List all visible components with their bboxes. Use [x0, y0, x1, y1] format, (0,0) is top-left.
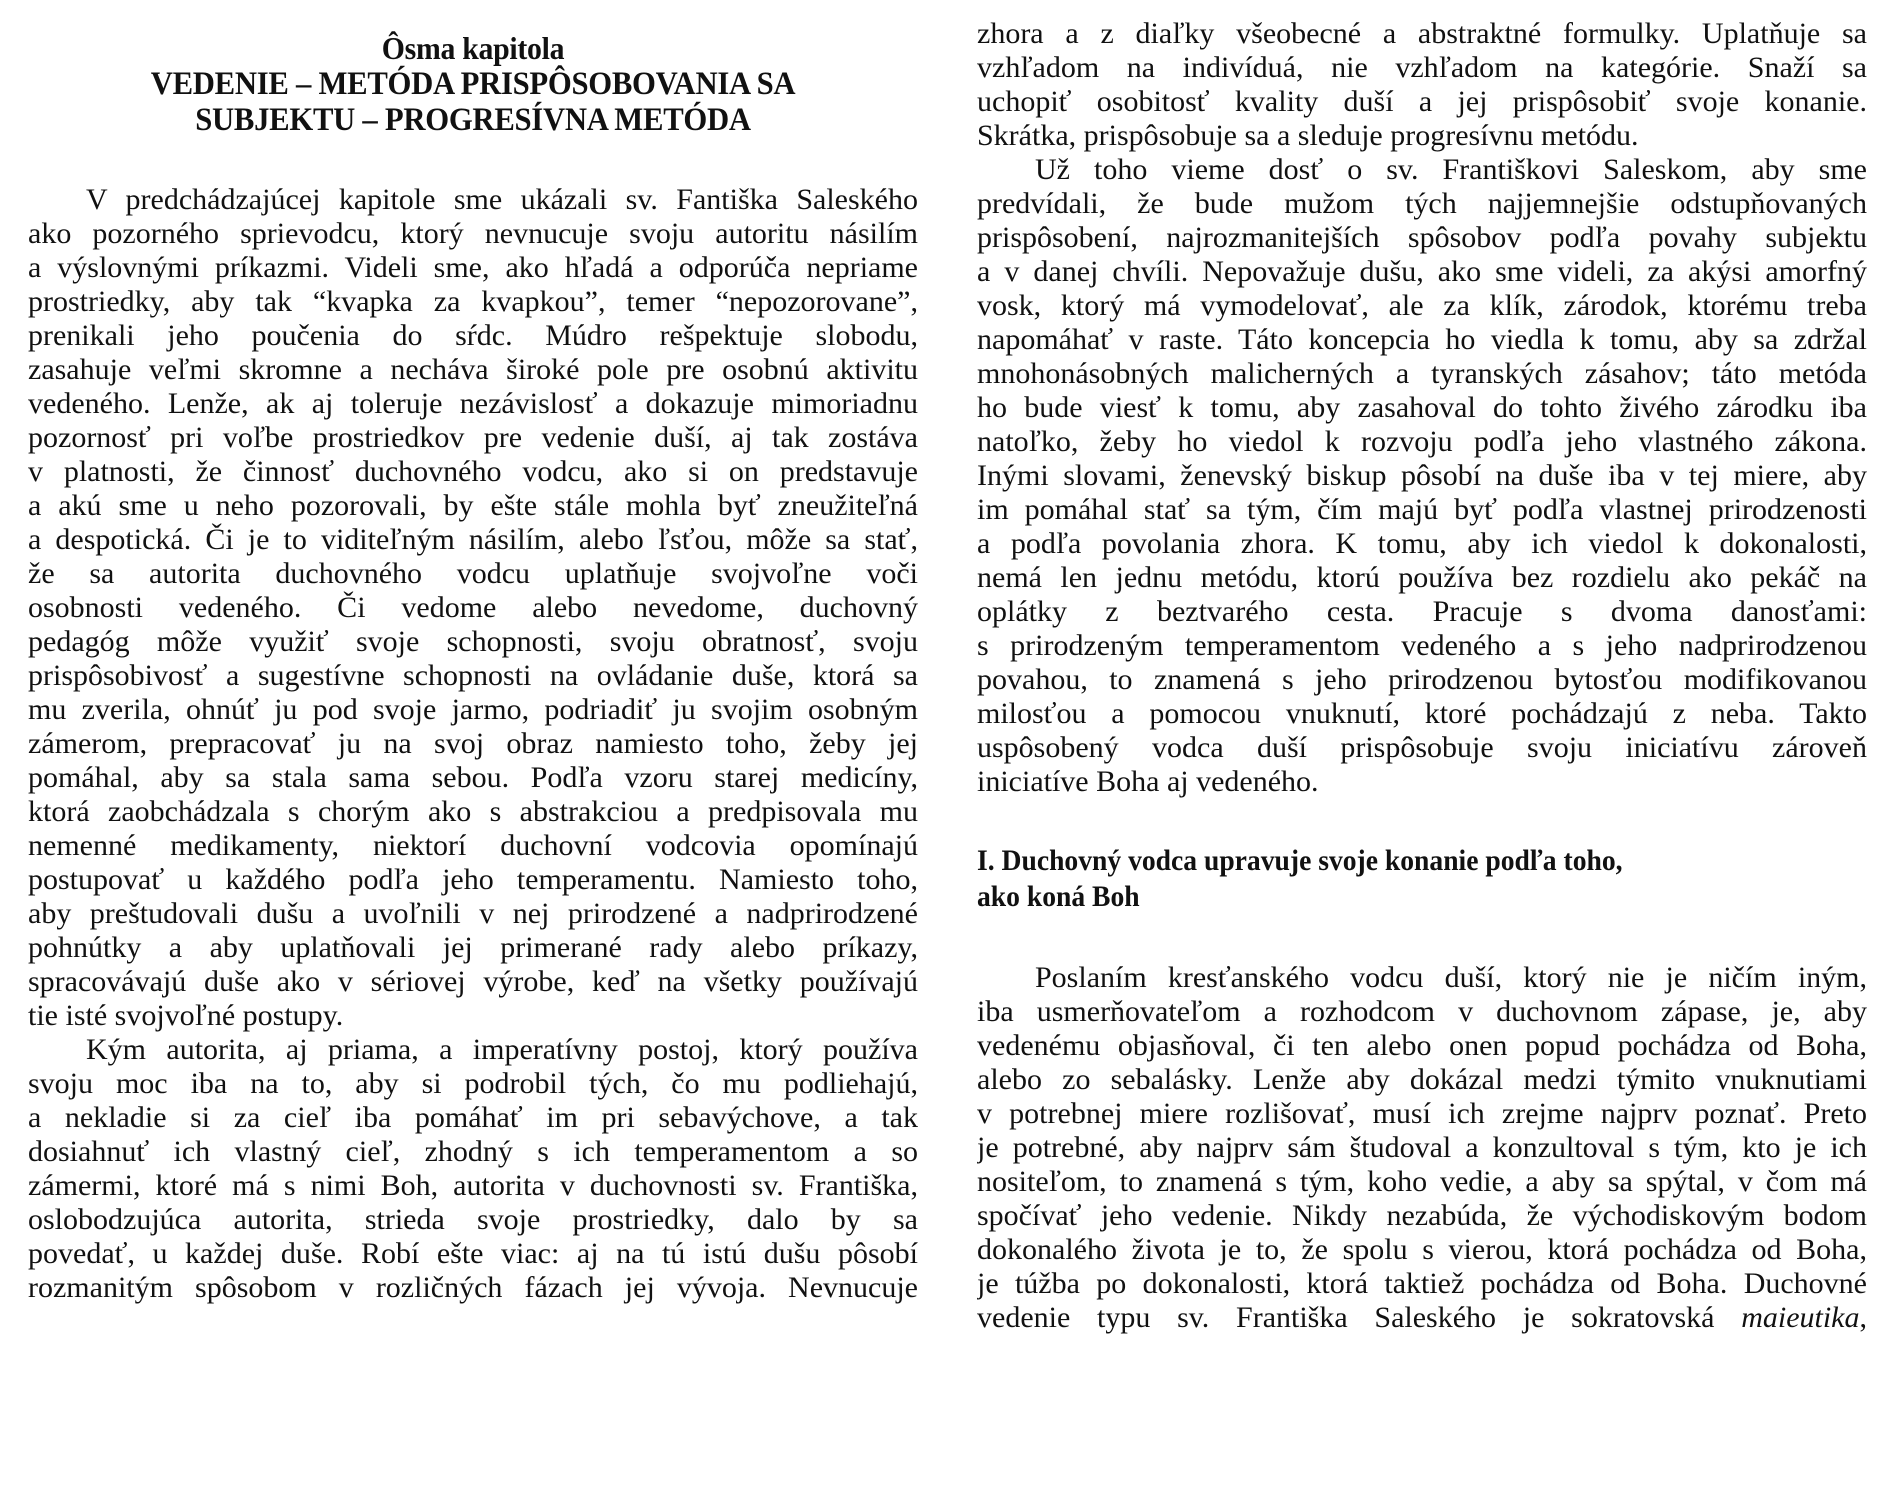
section-heading — [977, 843, 1796, 915]
text-line — [977, 1301, 1867, 1335]
text-line: ako pozorného sprievodcu, ktorý nevnucuje svoju autoritu násilím — [28, 217, 918, 250]
text-line: Skrátka, prispôsobuje sa a sleduje progresívnu metódu. — [977, 119, 1639, 152]
text-line: oplátky z beztvarého cesta. Pracuje s dvoma danosťami: — [977, 595, 1867, 628]
text-line: Kým autorita, aj priama, a imperatívny postoj, ktorý používa — [86, 1033, 918, 1066]
text-line: a v danej chvíli. Nepovažuje dušu, ako sme videli, za akýsi amorfný — [977, 255, 1867, 288]
text-line: povahou, to znamená s jeho prirodzenou bytosťou modifikovanou — [977, 663, 1867, 696]
text-line: Poslaním kresťanského vodcu duší, ktorý nie je ničím iným, — [1035, 961, 1867, 994]
text-line: alebo zo sebalásky. Lenže aby dokázal medzi týmito vnuknutiami — [977, 1063, 1867, 1096]
text-line: ktorá zaobchádzala s chorým ako s abstrakciou a predpisovala mu — [28, 795, 918, 828]
text-line: v platnosti, že činnosť duchovného vodcu, ako si on predstavuje — [28, 455, 918, 488]
chapter-title-line-2: SUBJEKTU – PROGRESÍVNA METÓDA — [195, 102, 751, 138]
text-line: ho bude viesť k tomu, aby zasahoval do tohto živého zárodku iba — [977, 391, 1867, 424]
text-line: predvídali, že bude mužom tých najjemnejšie odstupňovaných — [977, 187, 1867, 220]
text-line: je potrebné, aby najprv sám študoval a konzultoval s tým, kto je ich — [977, 1131, 1867, 1164]
text-line: a podľa povolania zhora. K tomu, aby ich viedol k dokonalosti, — [977, 527, 1867, 560]
text-line: a nekladie si za cieľ iba pomáhať im pri sebavýchove, a tak — [28, 1101, 918, 1134]
text-line: a výslovnými príkazmi. Videli sme, ako hľadá a odporúča nepriame — [28, 251, 918, 284]
text-line: s prirodzeným temperamentom vedeného a s jeho nadprirodzenou — [977, 629, 1867, 662]
text-line: pedagóg môže využiť svoje schopnosti, svoju obratnosť, svoju — [28, 625, 918, 658]
text-line: tie isté svojvoľné postupy. — [28, 999, 344, 1032]
text-line: dosiahnuť ich vlastný cieľ, zhodný s ich temperamentom a so — [28, 1135, 918, 1168]
text-line: vedeného. Lenže, ak aj toleruje nezávislosť a dokazuje mimoriadnu — [28, 387, 918, 420]
text-line: prispôsobení, najrozmanitejších spôsobov podľa povahy subjektu — [977, 221, 1867, 254]
text-line: nemá len jednu metódu, ktorú používa bez rozdielu ako pekáč na — [977, 561, 1867, 594]
text-line: vzhľadom na indivíduá, nie vzhľadom na kategórie. Snaží sa — [977, 51, 1867, 84]
text-line: je túžba po dokonalosti, ktorá taktiež pochádza od Boha. Duchovné — [977, 1267, 1867, 1300]
text-line: aby preštudovali dušu a uvoľnili v nej prirodzené a nadprirodzené — [28, 897, 918, 930]
text-line: napomáhať v raste. Táto koncepcia ho viedla k tomu, aby sa zdržal — [977, 323, 1867, 356]
text-line: Inými slovami, ženevský biskup pôsobí na duše iba v tej miere, aby — [977, 459, 1867, 492]
text-line: prostriedky, aby tak “kvapka za kvapkou”, temer “nepozorovane”, — [28, 285, 918, 318]
text-line: nositeľom, to znamená s tým, koho vedie, a aby sa spýtal, v čom má — [977, 1165, 1867, 1198]
section-heading-line-2: ako koná Boh — [977, 880, 1140, 913]
left-column — [28, 0, 918, 1305]
text-line: zhora a z diaľky všeobecné a abstraktné formulky. Uplatňuje sa — [977, 17, 1867, 50]
text-line: povedať, u každej duše. Robí ešte viac: aj na tú istú dušu pôsobí — [28, 1237, 918, 1270]
text-line: prispôsobivosť a sugestívne schopnosti na ovládanie duše, ktorá sa — [28, 659, 918, 692]
text-line: rozmanitým spôsobom v rozličných fázach jej vývoja. Nevnucuje — [28, 1271, 918, 1304]
text-line: V predchádzajúcej kapitole sme ukázali sv. Fantiška Saleského — [86, 183, 918, 216]
text-line: pozornosť pri voľbe prostriedkov pre vedenie duší, aj tak zostáva — [28, 421, 918, 454]
text-line: zasahuje veľmi skromne a necháva široké pole pre osobnú aktivitu — [28, 353, 918, 386]
text-line: mu zverila, ohnúť ju pod svoje jarmo, podriadiť ju svojim osobným — [28, 693, 918, 726]
text-line: Už toho vieme dosť o sv. Františkovi Saleskom, aby sme — [1035, 153, 1867, 186]
text-line: uchopiť osobitosť kvality duší a jej prispôsobiť svoje konanie. — [977, 85, 1867, 118]
section-body-text — [977, 961, 1867, 1335]
left-body-text — [28, 183, 918, 1305]
text-line: a akú sme u neho pozorovali, by ešte stále mohla byť zneužiteľná — [28, 489, 918, 522]
text-line: a despotická. Či je to viditeľným násilím, alebo ľsťou, môže sa stať, — [28, 523, 918, 556]
text-line: uspôsobený vodca duší prispôsobuje svoju iniciatívu zároveň — [977, 731, 1867, 764]
text-line: oslobodzujúca autorita, strieda svoje prostriedky, dalo by sa — [28, 1203, 918, 1236]
chapter-heading — [59, 30, 887, 138]
text-line: zámerom, prepracovať ju na svoj obraz namiesto toho, žeby jej — [28, 727, 918, 760]
text-line: mnohonásobných malicherných a tyranských zásahov; táto metóda — [977, 357, 1867, 390]
text-line: spočívať jeho vedenie. Nikdy nezabúda, že východiskovým bodom — [977, 1199, 1867, 1232]
italic-term: maieutika — [1741, 1301, 1860, 1334]
paragraph — [977, 17, 1867, 153]
text-line: svoju moc iba na to, aby si podrobil tých, čo mu podliehajú, — [28, 1067, 918, 1100]
text-line: v potrebnej miere rozlišovať, musí ich zrejme najprv poznať. Preto — [977, 1097, 1867, 1130]
paragraph — [28, 1033, 918, 1305]
text-line: zámermi, ktoré má s nimi Boh, autorita v duchovnosti sv. Františka, — [28, 1169, 918, 1202]
text-line: milosťou a pomocou vnuknutí, ktoré pochádzajú z neba. Takto — [977, 697, 1867, 730]
text-line: pomáhal, aby sa stala sama sebou. Podľa vzoru starej medicíny, — [28, 761, 918, 794]
text-line: natoľko, žeby ho viedol k rozvoju podľa jeho vlastného zákona. — [977, 425, 1867, 458]
text-line: vosk, ktorý má vymodelovať, ale za klík, zárodok, ktorému treba — [977, 289, 1867, 322]
text-line: im pomáhal stať sa tým, čím majú byť podľa vlastnej prirodzenosti — [977, 493, 1867, 526]
text-line: dokonalého života je to, že spolu s vierou, ktorá pochádza od Boha, — [977, 1233, 1867, 1266]
chapter-title-line-1: VEDENIE – METÓDA PRISPÔSOBOVANIA SA — [150, 66, 796, 102]
text-line: prenikali jeho poučenia do sŕdc. Múdro rešpektuje slobodu, — [28, 319, 918, 352]
paragraph — [977, 153, 1867, 799]
paragraph — [28, 183, 918, 1033]
text-line: iba usmerňovateľom a rozhodcom v duchovnom zápase, je, aby — [977, 995, 1867, 1028]
text-line: spracovávajú duše ako v sériovej výrobe, keď na všetky používajú — [28, 965, 918, 998]
section-heading-line-1: I. Duchovný vodca upravuje svoje konanie podľa toho, — [977, 844, 1623, 877]
text-run: , — [1859, 1301, 1867, 1334]
text-line: osobnosti vedeného. Či vedome alebo nevedome, duchovný — [28, 591, 918, 624]
right-column — [977, 0, 1867, 1335]
text-line: postupovať u každého podľa jeho temperamentu. Namiesto toho, — [28, 863, 918, 896]
chapter-number: Ôsma kapitola — [381, 30, 565, 66]
text-line: vedenému objasňoval, či ten alebo onen popud pochádza od Boha, — [977, 1029, 1867, 1062]
paragraph — [977, 961, 1867, 1335]
right-body-text — [977, 17, 1867, 799]
text-line: pohnútky a aby uplatňovali jej primerané rady alebo príkazy, — [28, 931, 918, 964]
text-line: nemenné medikamenty, niektorí duchovní vodcovia opomínajú — [28, 829, 918, 862]
text-run: vedenie typu sv. Františka Saleského je sokratovská — [977, 1301, 1742, 1334]
text-line: že sa autorita duchovného vodcu uplatňuje svojvoľne voči — [28, 557, 918, 590]
text-line: iniciatíve Boha aj vedeného. — [977, 765, 1319, 798]
